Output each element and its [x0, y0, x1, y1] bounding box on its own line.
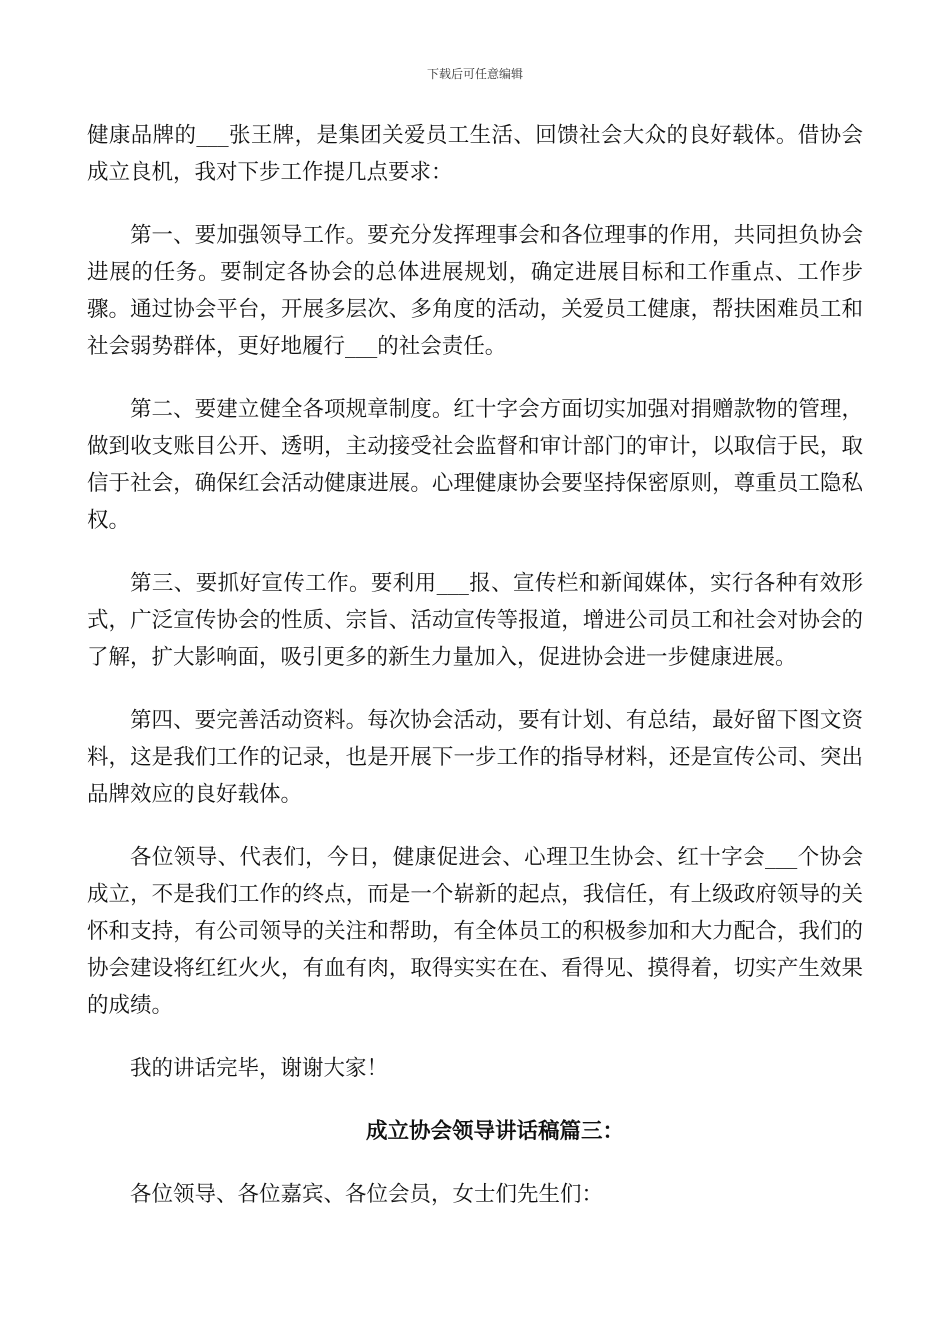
- paragraph-salutation: 各位领导、各位嘉宾、各位会员，女士们先生们：: [130, 1182, 604, 1207]
- document-body: [87, 117, 863, 1239]
- paragraph-third-requirement: 第三、要抓好宣传工作。要利用___报、宣传栏和新闻媒体，实行各种有效形式，广泛宣传协会的性质、宗旨、活动宣传等报道，增进公司员工和社会对协会的了解，扩大影响面，吸引更多的新生力量加入，促进协会进一步健康进展。: [87, 571, 863, 670]
- paragraph-intro: 健康品牌的___张王牌，是集团关爱员工生活、回馈社会大众的良好载体。借协会成立良机，我对下步工作提几点要求：: [87, 123, 863, 185]
- section-heading: 成立协会领导讲话稿篇三：: [365, 1119, 624, 1144]
- paragraph-first-requirement: 第一、要加强领导工作。要充分发挥理事会和各位理事的作用，共同担负协会进展的任务。要制定各协会的总体进展规划，确定进展目标和工作重点、工作步骤。通过协会平台，开展多层次、多角度的活动，关爱员工健康，帮扶困难员工和社会弱势群体，更好地履行___的社会责任。: [87, 223, 863, 359]
- paragraph-closing-remarks: 各位领导、代表们，今日，健康促进会、心理卫生协会、红十字会___个协会成立，不是我们工作的终点，而是一个崭新的起点，我信任，有上级政府领导的关怀和支持，有公司领导的关注和帮助，有全体员工的积极参加和大力配合，我们的协会建设将红红火火，有血有肉，取得实实在在、看得见、摸得着，切实产生效果的成绩。: [87, 845, 863, 1018]
- page-header-note: 下载后可任意编辑: [426, 67, 523, 81]
- paragraph-fourth-requirement: 第四、要完善活动资料。每次协会活动，要有计划、有总结，最好留下图文资料，这是我们工作的记录，也是开展下一步工作的指导材料，还是宣传公司、突出品牌效应的良好载体。: [87, 708, 863, 807]
- paragraph-second-requirement: 第二、要建立健全各项规章制度。红十字会方面切实加强对捐赠款物的管理，做到收支账目公开、透明，主动接受社会监督和审计部门的审计，以取信于民，取信于社会，确保红会活动健康进展。心理健康协会要坚持保密原则，尊重员工隐私权。: [87, 397, 863, 533]
- paragraph-thanks: 我的讲话完毕，谢谢大家！: [130, 1056, 389, 1081]
